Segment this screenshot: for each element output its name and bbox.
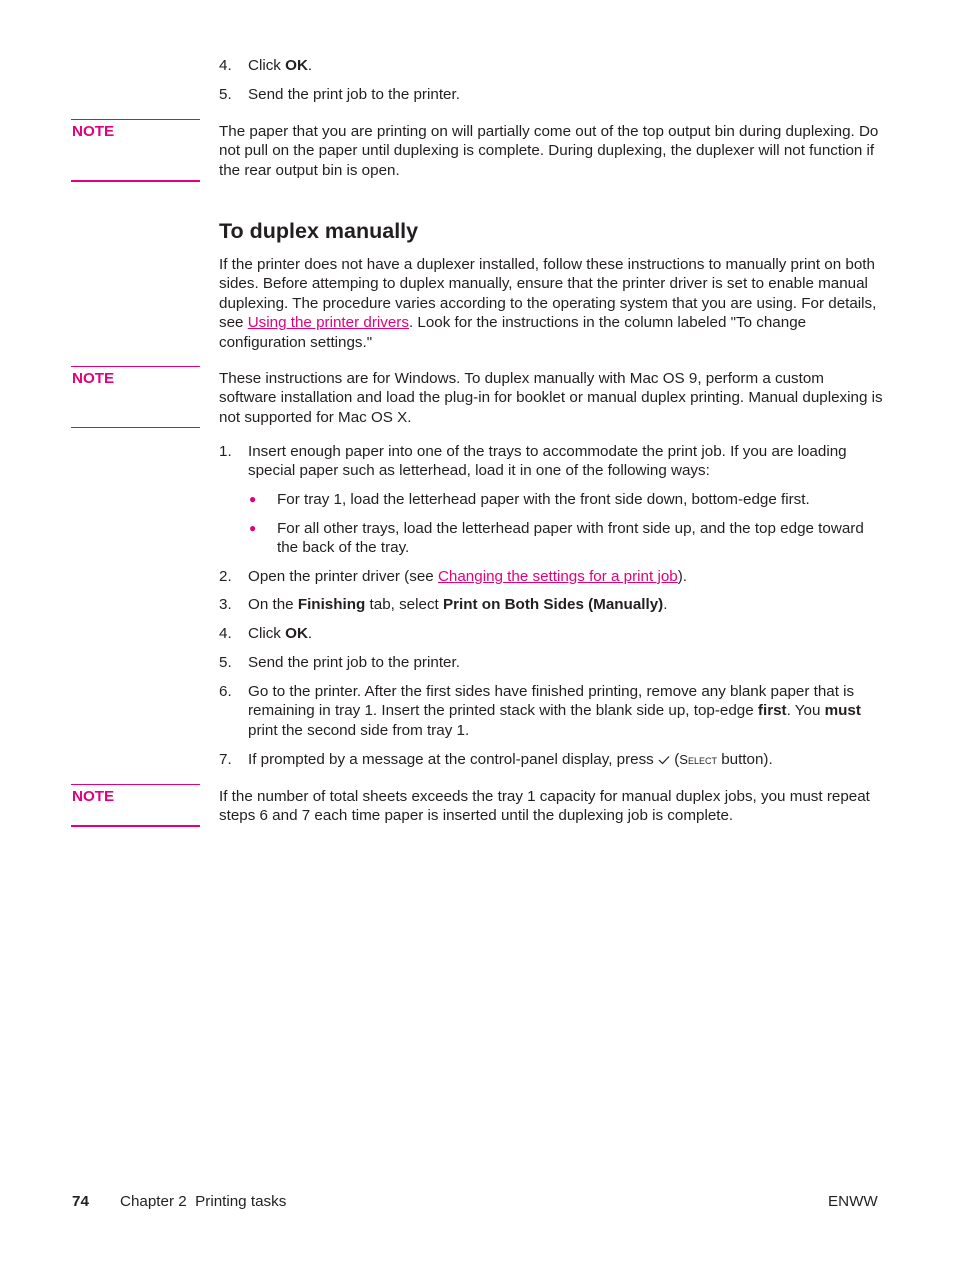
step-number: 7. [219,751,232,768]
step-text: Open the printer driver (see Changing the settings for a print job). [248,568,687,585]
intro-paragraph: If the printer does not have a duplexer installed, follow these instructions to manually print on both sides. Before attemping to duplex manually, ensure that the printer driver is set to enable manual duplexing. The procedure varies according to the operating system that you are using. For details, see Using the printer drivers. Look for the instructions in the column labeled "To change configuration settings." [219,256,877,351]
note-bottom-rule [71,825,200,827]
section-heading: To duplex manually [219,219,419,243]
note-label: NOTE [72,123,115,140]
changing-settings-link[interactable]: Changing the settings for a print job [437,568,678,585]
bullet-text: For all other trays, load the letterhead paper with front side up, and the top edge toward the back of the tray. [277,520,864,557]
note-bottom-rule [71,180,200,182]
using-printer-drivers-link[interactable]: Using the printer drivers [247,314,409,332]
step-number: 2. [219,568,232,585]
step-number: 4. [219,57,232,74]
note-label: NOTE [72,370,115,387]
note-label: NOTE [72,788,115,805]
step-number: 5. [219,654,232,671]
step-text: Insert enough paper into one of the trays to accommodate the print job. If you are loading special paper such as letterhead, load it in one of the following ways: [248,443,847,480]
doc-code: ENWW [828,1193,878,1210]
page-number: 74 [72,1193,89,1210]
chapter-title: Chapter 2 Printing tasks [120,1193,287,1210]
note-text: If the number of total sheets exceeds the tray 1 capacity for manual duplex jobs, you must repeat steps 6 and 7 each time paper is inserted until the duplexing job is complete. [219,788,870,825]
bullet-icon: ● [249,521,257,535]
note-top-rule [71,784,200,785]
step-text: On the Finishing tab, select Print on Both Sides (Manually). [248,596,668,613]
bullet-text: For tray 1, load the letterhead paper with the front side down, bottom-edge first. [277,491,810,508]
step-text: Send the print job to the printer. [248,654,460,671]
step-text: Go to the printer. After the first sides have finished printing, remove any blank paper that is remaining in tray 1. Insert the printed stack with the blank side up, top-edge first. You must print the second side from tray 1. [248,683,861,739]
select-button-label: Select [679,752,717,767]
step-number: 3. [219,596,232,613]
note-top-rule [71,366,200,367]
step-text: Send the print job to the printer. [248,86,460,103]
step-number: 1. [219,443,232,460]
step-number: 6. [219,683,232,700]
step-number: 4. [219,625,232,642]
step-number: 5. [219,86,232,103]
note-text: The paper that you are printing on will partially come out of the top output bin during duplexing. Do not pull on the paper until duplexing is complete. During duplexing, the duplexer will not function if the rear output bin is open. [219,123,879,179]
step-text: Click OK. [248,57,313,74]
note-bottom-rule [71,427,200,428]
checkmark-icon [658,755,670,765]
step-text: Click OK. [248,625,313,642]
note-text: These instructions are for Windows. To duplex manually with Mac OS 9, perform a custom software installation and load the plug-in for booklet or manual duplex printing. Manual duplexing is not supported for Mac OS X. [219,370,883,426]
step-text: If prompted by a message at the control-panel display, press (Select button). [248,751,773,768]
note-top-rule [71,119,200,120]
bullet-icon: ● [249,492,257,506]
